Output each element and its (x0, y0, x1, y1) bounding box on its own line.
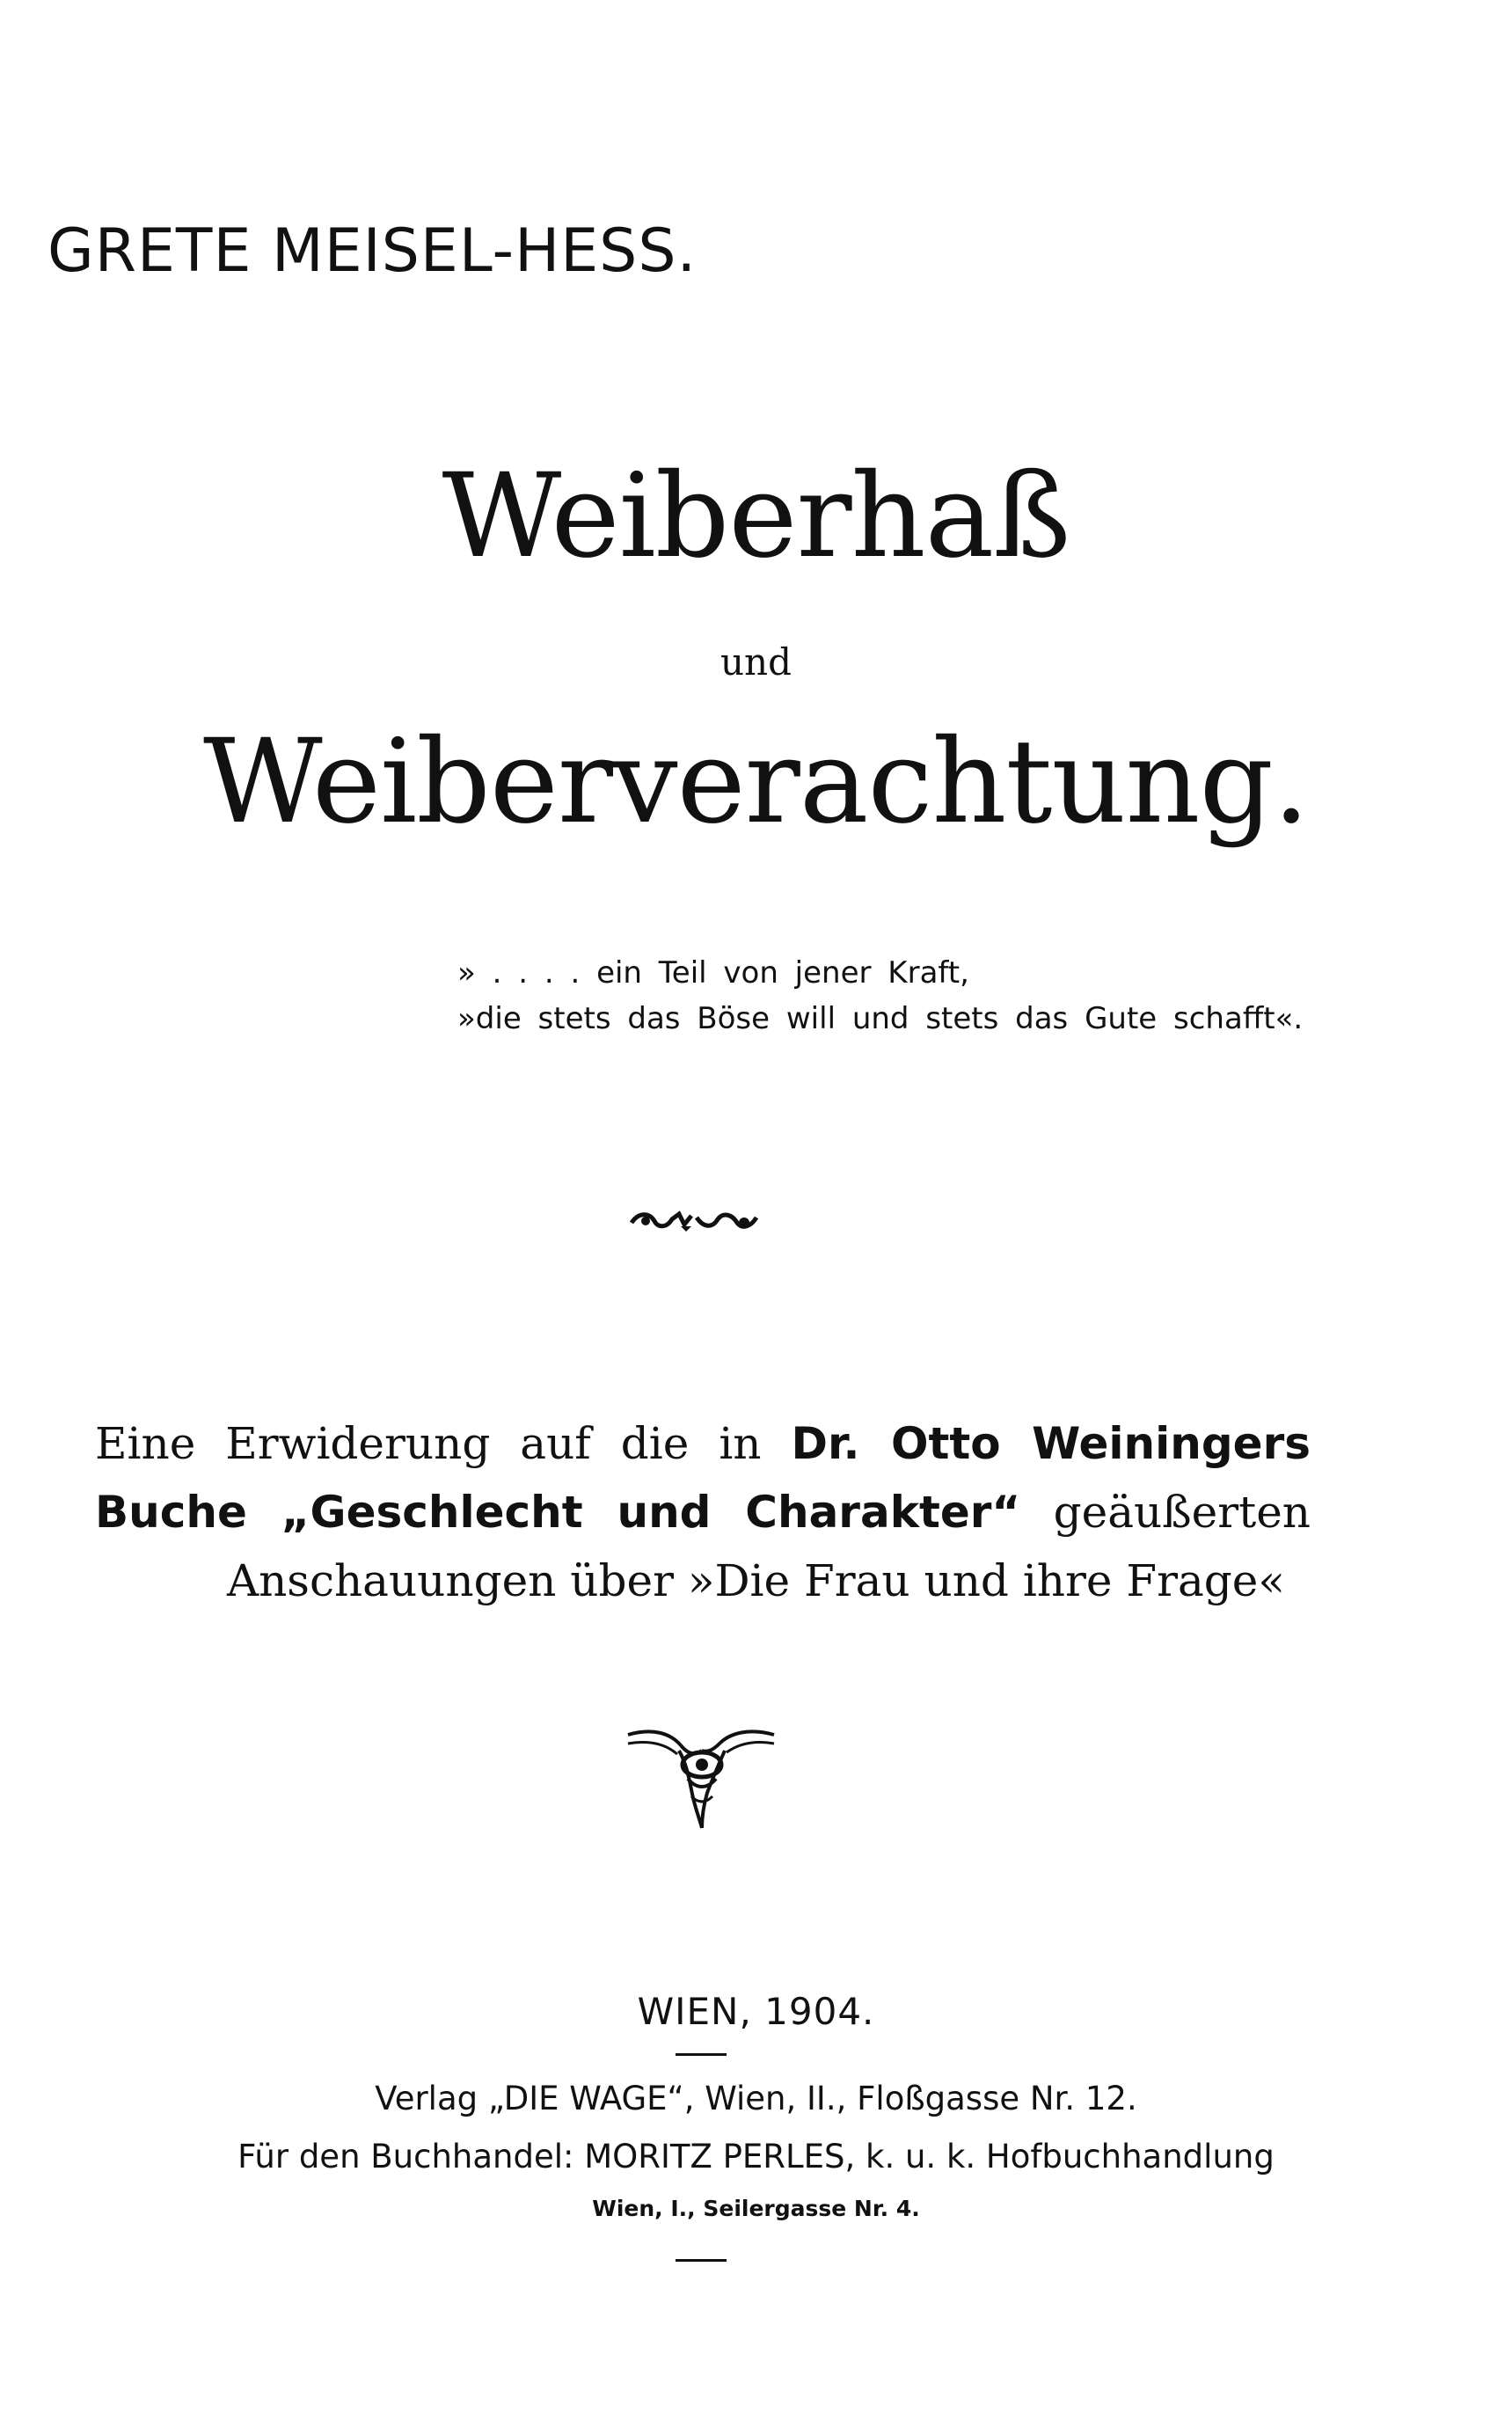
small-vignette-ornament (628, 1205, 760, 1237)
author-name: GRETE MEISEL-HESS. (47, 216, 698, 286)
bookseller-line: Für den Buchhandel: MORITZ PERLES, k. u. k. Hofbuchhandlung (237, 2138, 1275, 2175)
subtitle-line-3: Anschauungen über »Die Frau und ihre Frage« (226, 1555, 1285, 1606)
floral-vignette-ornament (626, 1724, 776, 1830)
subtitle-line-2-book: Buche „Geschlecht und Charakter“ (95, 1487, 1021, 1538)
subtitle-line-2 (95, 1487, 1311, 1538)
title-line-1: Weiberhaß (442, 449, 1070, 584)
divider-rule (676, 2259, 727, 2262)
bookseller-address: Wien, I., Seilergasse Nr. 4. (592, 2196, 920, 2221)
subtitle-line-1-text: Eine Erwiderung auf die in (95, 1418, 762, 1469)
motto-line-2: »die stets das Böse will und stets das Gute schafft«. (457, 1001, 1304, 1036)
subtitle-line-1-author: Dr. Otto Weiningers (791, 1418, 1311, 1469)
subtitle-line-1 (95, 1418, 1311, 1469)
divider-rule (676, 2053, 727, 2056)
motto-line-1: » . . . . ein Teil von jener Kraft, (457, 955, 969, 991)
subtitle-line-2-text: geäußerten (1053, 1487, 1311, 1538)
title-connector: und (720, 640, 792, 684)
place-and-year: WIEN, 1904. (637, 1990, 875, 2033)
publisher-line: Verlag „DIE WAGE“, Wien, II., Floßgasse Nr. 12. (375, 2080, 1137, 2117)
title-line-2: Weiberverachtung. (203, 714, 1309, 850)
